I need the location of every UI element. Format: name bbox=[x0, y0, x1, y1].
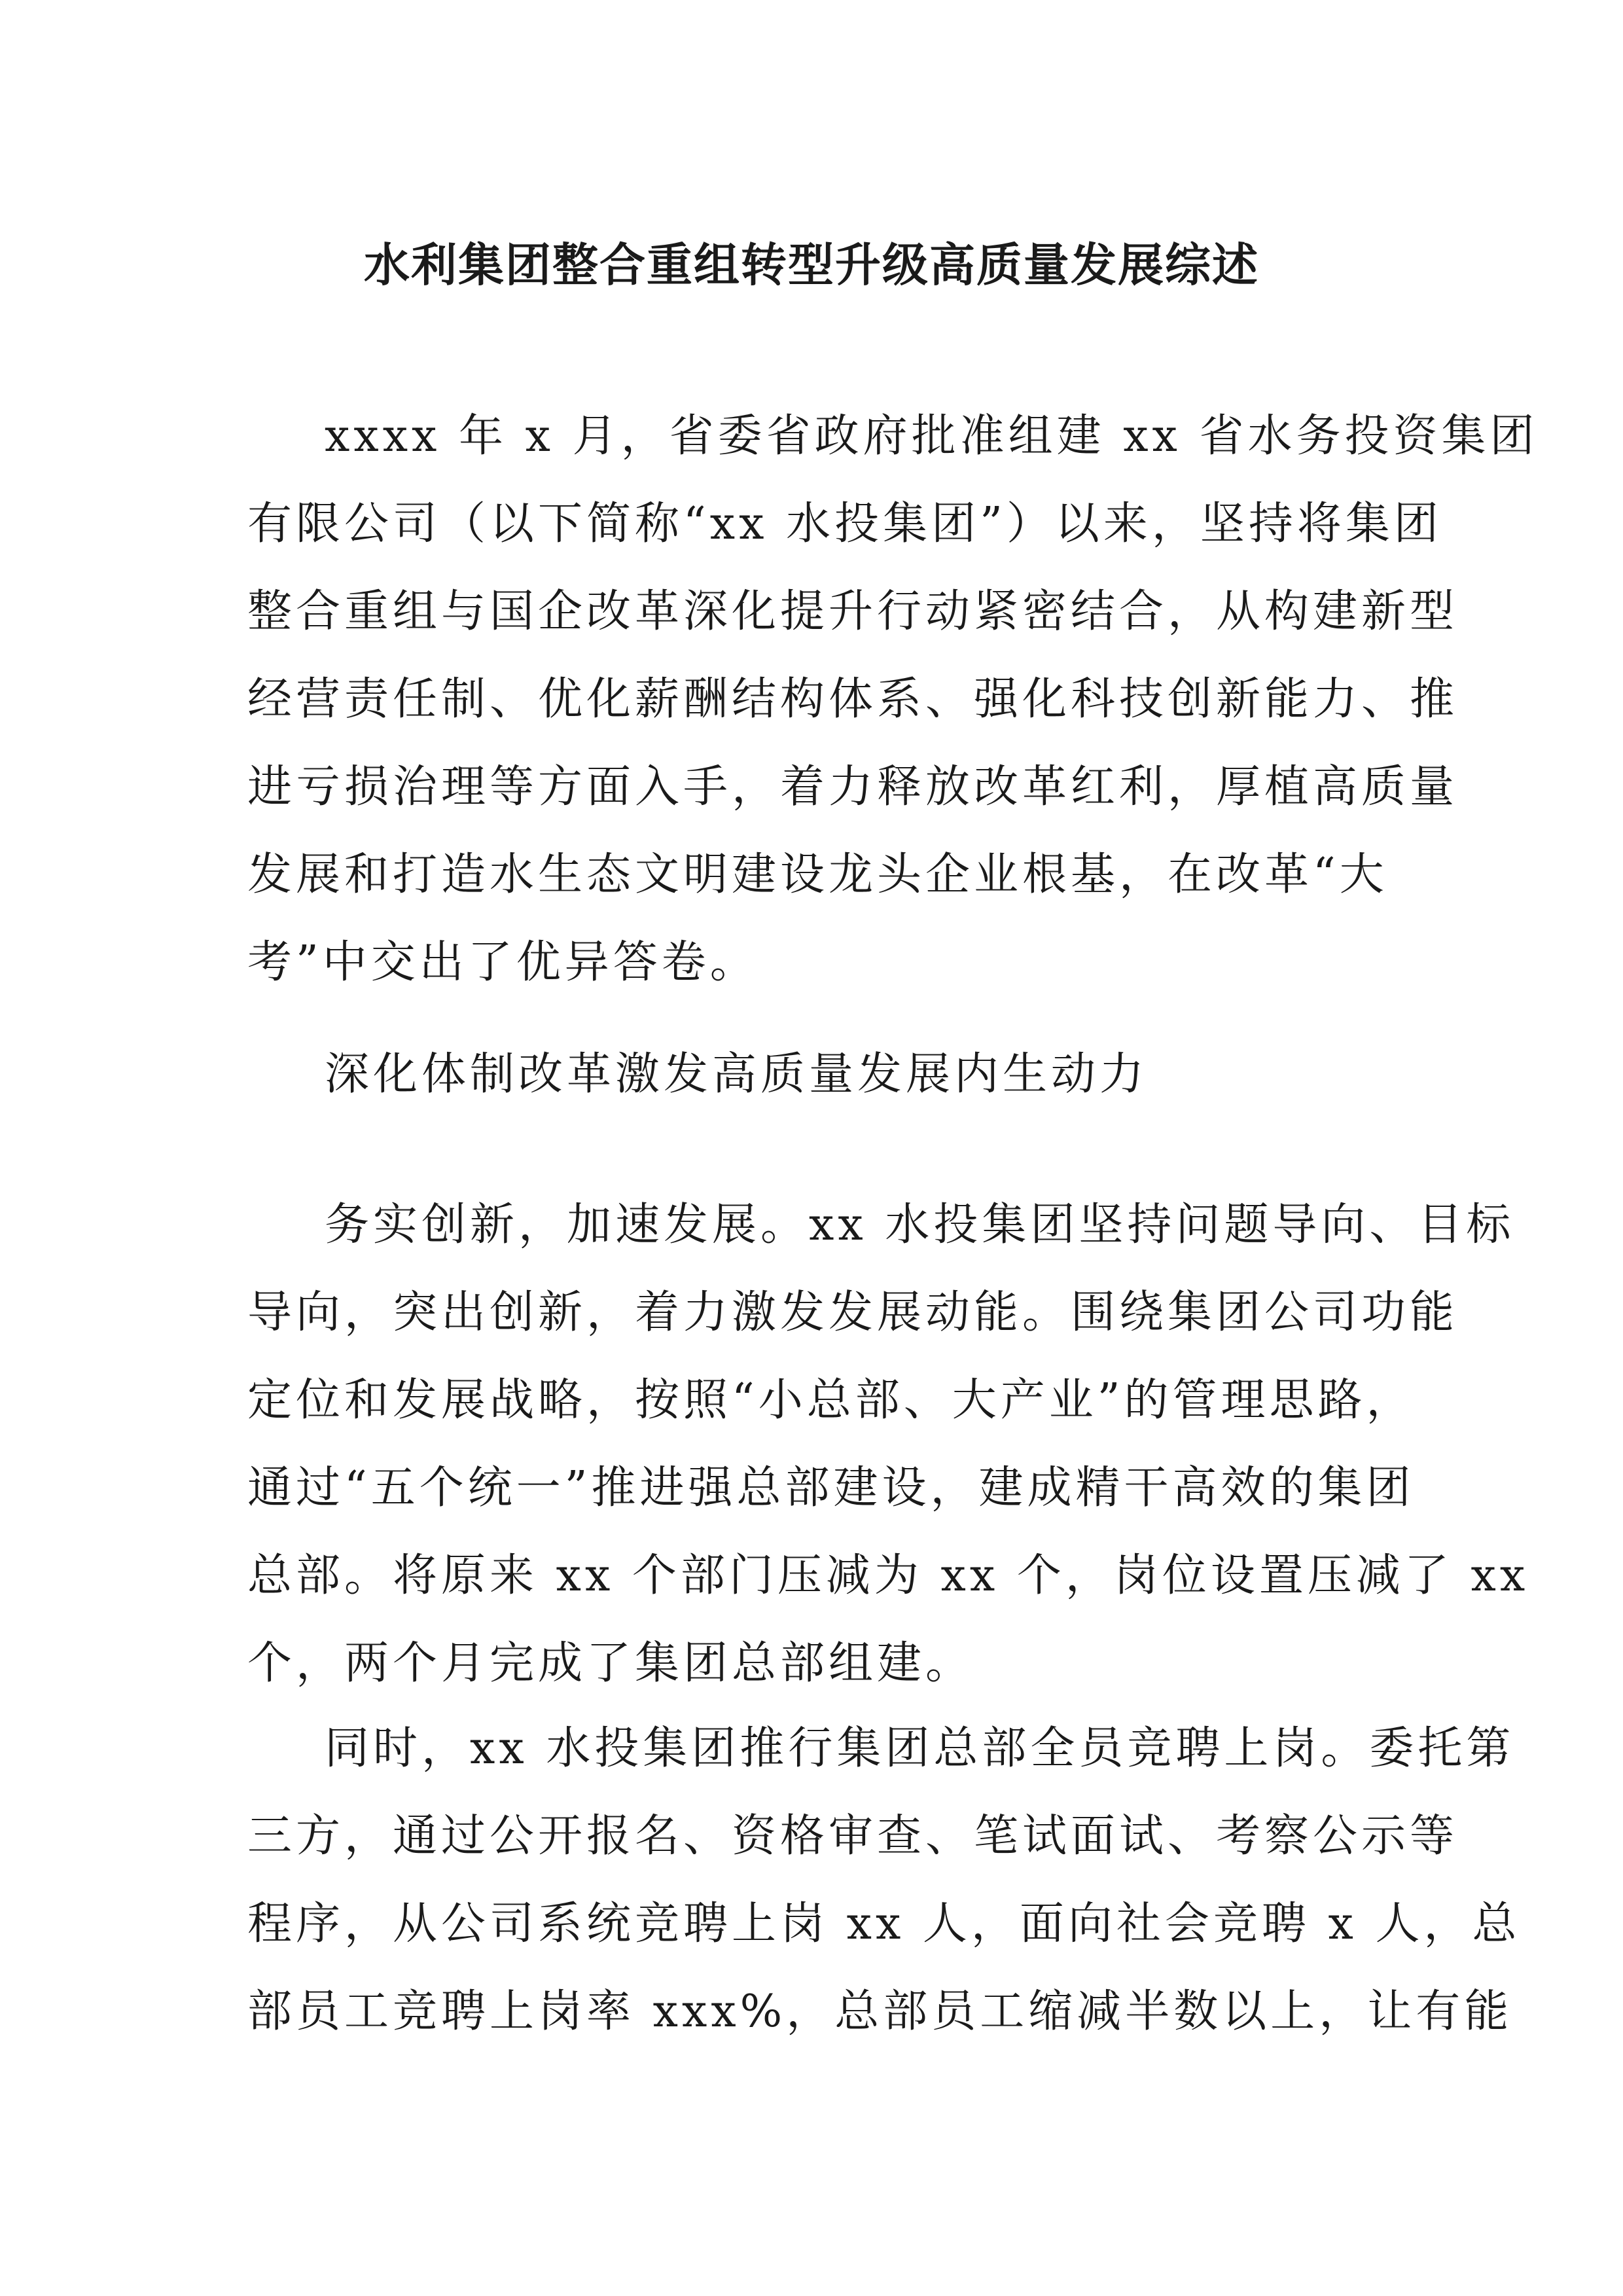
text-line: 整合重组与国企改革深化提升行动紧密结合，从构建新型 bbox=[247, 586, 1459, 637]
text-line: 有限公司（以下简称“xx 水投集团”）以来，坚持将集团 bbox=[247, 498, 1442, 550]
document-title: 水利集团整合重组转型升级高质量发展综述 bbox=[364, 238, 1259, 292]
text-line: xxxx 年 x 月，省委省政府批准组建 xx 省水务投资集团 bbox=[325, 410, 1539, 462]
paragraph-innovation bbox=[247, 1181, 1529, 1708]
text-line: 总部。将原来 xx 个部门压减为 xx 个，岗位设置压减了 xx bbox=[247, 1550, 1529, 1602]
text-line: 个，两个月完成了集团总部组建。 bbox=[247, 1638, 974, 1689]
text-line: 进亏损治理等方面入手，着力释放改革红利，厚植高质量 bbox=[247, 761, 1459, 813]
text-line: 发展和打造水生态文明建设龙头企业根基，在改革“大 bbox=[247, 849, 1388, 901]
text-line: 程序，从公司系统竞聘上岗 xx 人，面向社会竞聘 x 人，总 bbox=[247, 1898, 1521, 1950]
text-line: 同时，xx 水投集团推行集团总部全员竞聘上岗。委托第 bbox=[325, 1723, 1515, 1774]
text-line: 通过“五个统一”推进强总部建设，建成精干高效的集团 bbox=[247, 1462, 1415, 1514]
paragraph-recruitment bbox=[247, 1705, 1521, 2056]
text-line: 导向，突出创新，着力激发发展动能。围绕集团公司功能 bbox=[247, 1287, 1459, 1338]
text-line: 定位和发展战略，按照“小总部、大产业”的管理思路， bbox=[247, 1374, 1415, 1426]
text-line: 部员工竞聘上岗率 xxx%，总部员工缩减半数以上，让有能 bbox=[247, 1986, 1513, 2037]
section-heading: 深化体制改革激发高质量发展内生动力 bbox=[325, 1049, 1149, 1100]
section-heading-block bbox=[247, 1031, 1376, 1119]
text-line: 考”中交出了优异答卷。 bbox=[247, 937, 758, 988]
text-line: 三方，通过公开报名、资格审查、笔试面试、考察公示等 bbox=[247, 1810, 1459, 1862]
text-line: 经营责任制、优化薪酬结构体系、强化科技创新能力、推 bbox=[247, 673, 1459, 725]
text-line: 务实创新，加速发展。xx 水投集团坚持问题导向、目标 bbox=[325, 1199, 1515, 1251]
paragraph-intro bbox=[247, 393, 1539, 1007]
